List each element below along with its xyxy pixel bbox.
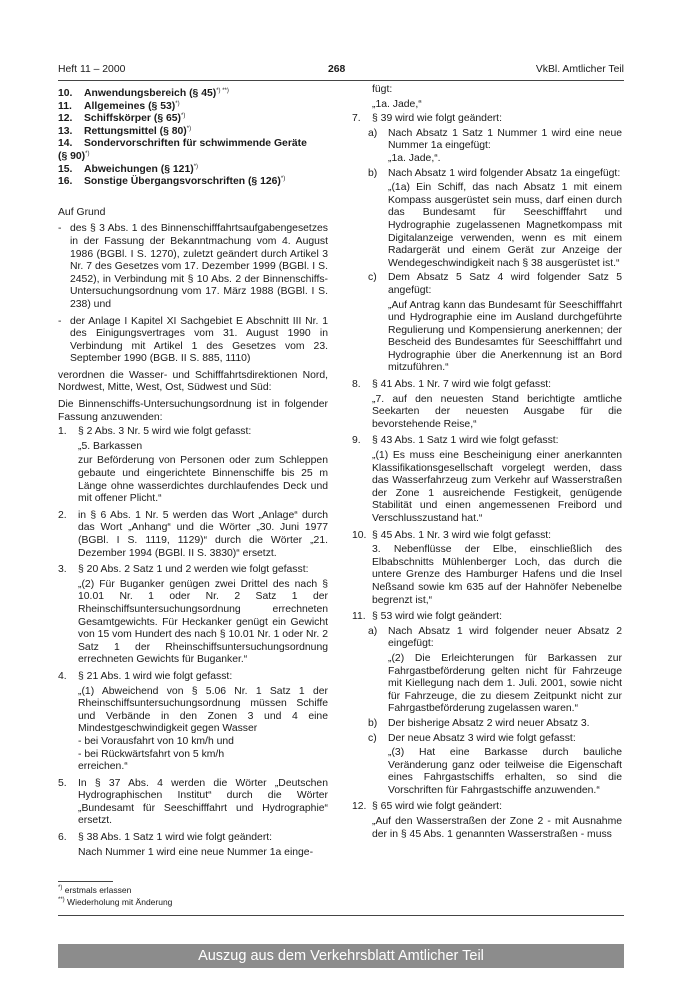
- quote-text: Nach Nummer 1 wird eine neue Nummer 1a einge-: [78, 846, 314, 858]
- quote-text: „7. auf den neuesten Stand berichtigte amtliche Seekarten der neuesten Ausgabe für die bevorstehende Reise,“: [372, 393, 622, 430]
- quote-text: „(2) Die Erleichterungen für Barkassen zur Fahrgastbeförderung gelten nicht für Fahrzeuge mit Kiellegung nach dem 1. Juli. 2001, sowie nicht für Fahrzeuge, die zu diesem Zeitpunkt nicht zur Fahrgastbeförderung zugelassen waren.“: [388, 652, 622, 715]
- quote-text: erreichen.“: [78, 761, 128, 773]
- quote-text: „(1) Abweichend von § 5.06 Nr. 1 Satz 1 der Rheinschiffsuntersuchungsordnung müssen Schiffe und Verbände in den Zonen 3 und 4 eine Mindestgeschwindigkeit gegen Wasser: [78, 685, 328, 735]
- publication-label: VkBl. Amtlicher Teil: [535, 64, 624, 75]
- legal-basis-item: - der Anlage I Kapitel XI Sachgebiet E Abschnitt III Nr. 1 des Einigungsvertrages vom 31. August 1990 in Verbindung mit Artikel 1 des Gesetzes vom 23. September 1990 (BGB. II S. 885, 1110): [58, 315, 328, 365]
- footer-banner: Auszug aus dem Verkehrsblatt Amtlicher Teil: [58, 944, 624, 968]
- right-column: [352, 84, 622, 841]
- header-rule: [58, 80, 624, 81]
- sub-item: c) Dem Absatz 5 Satz 4 wird folgender Satz 5 angefügt:: [368, 272, 622, 296]
- toc-item: 11. Allgemeines (§ 53)*): [58, 100, 180, 112]
- quote-text: „1a. Jade,“: [372, 98, 422, 110]
- amendment-item: 2. in § 6 Abs. 1 Nr. 5 werden das Wort „Anlage“ durch das Wort „Anhang“ und die Wörter „30. Juni 1977 (BGBl. I S. 1119, 1129)“ durch die Wörter „21. Dezember 1994 (BGBl. II S. 3830)“ ersetzt.: [58, 509, 328, 559]
- amendment-item: 8. § 41 Abs. 1 Nr. 7 wird wie folgt gefasst:: [352, 379, 552, 391]
- toc-item: 13. Rettungsmittel (§ 80)*): [58, 125, 192, 137]
- sub-item: a) Nach Absatz 1 Satz 1 Nummer 1 wird eine neue Nummer 1a eingefügt:: [368, 127, 622, 152]
- enacting-clause: verordnen die Wasser- und Schifffahrtsdirektionen Nord, Nordwest, Mitte, West, Ost, Südwest und Süd:: [58, 369, 328, 394]
- page-number: 268: [328, 64, 346, 75]
- sub-item: a) Nach Absatz 1 wird folgender neuer Absatz 2 eingefügt:: [368, 625, 622, 650]
- toc-item: 16. Sonstige Übergangsvorschriften (§ 126)*): [58, 176, 286, 188]
- quote-text: „(2) Für Buganker genügen zwei Drittel des nach § 10.01 Nr. 1 oder Nr. 2 Satz 1 der Rheinschiffsuntersuchungsordnung errechneten Gesamtgewichts. Für Heckanker genügt ein Gewicht von 15 vom Hundert des nach § 10.01 Nr. 1 oder Nr. 2 Satz 1 der Rheinschiffsuntersuchungsordnung errechneten Gewichts für Buganker.“: [78, 578, 328, 666]
- quote-text: „(1) Es muss eine Bescheinigung einer anerkannten Klassifikationsgesellschaft vorgelegt werden, dass das Wasserfahrzeug zum Verkehr auf Wasserstraßen der Zone 1 ausreichende Festigkeit, genügende Stabilität und einen angemessenen Freibord und Verschlusszustand hat.“: [372, 450, 622, 524]
- footnote: **) Wiederholung mit Änderung: [58, 897, 173, 907]
- preamble-heading: Auf Grund: [58, 206, 106, 218]
- footnote-rule: [58, 881, 113, 882]
- quote-text: „(1a) Ein Schiff, das nach Absatz 1 mit einem Kompass ausgerüstet sein muss, darf einen durch das Bundesamt für Seeschifffahrt und Hydrographie zugelassenen Magnetkompass mit Digitalanzeige verwenden, wenn es mit einem Radargerät und einem Gerät zur Anzeige der Wendegeschwindigkeit nach § 38 ausgerüstet ist.“: [388, 182, 622, 269]
- amendment-item: 9. § 43 Abs. 1 Satz 1 wird wie folgt gefasst:: [352, 435, 559, 447]
- amendment-item: 6. § 38 Abs. 1 Satz 1 wird wie folgt geändert:: [58, 832, 273, 844]
- amendment-item: 3. § 20 Abs. 2 Satz 1 und 2 werden wie folgt gefasst:: [58, 564, 309, 576]
- amendment-item: 7. § 39 wird wie folgt geändert:: [352, 113, 502, 125]
- sub-item: c) Der neue Absatz 3 wird wie folgt gefasst:: [368, 732, 576, 744]
- quote-text: „5. Barkassen: [78, 440, 143, 452]
- quote-text: „1a. Jade,“.: [388, 152, 441, 164]
- page-header: [58, 64, 624, 78]
- amendment-item: 12. § 65 wird wie folgt geändert:: [352, 801, 502, 813]
- toc-item: 10. Anwendungsbereich (§ 45)*) **): [58, 88, 229, 99]
- quote-text: 3. Nebenflüsse der Elbe, einschließlich des Elbabschnitts Mühlenberger Loch, das durch die untere Grenze des Hamburger Hafens und die Insel Neßsand sowie km 635 auf der Hahnöfer Nebenelbe begrenzt ist,“: [372, 544, 622, 606]
- toc-item-cont: (§ 90)*): [58, 150, 90, 162]
- intro-text: Die Binnenschiffs-Untersuchungsordnung ist in folgender Fassung anzuwenden:: [58, 399, 328, 423]
- footnote: *) erstmals erlassen: [58, 885, 132, 895]
- toc-item: 14. Sondervorschriften für schwimmende Geräte: [58, 138, 307, 150]
- amendment-item: 11. § 53 wird wie folgt geändert:: [352, 611, 502, 623]
- sub-item: b) Der bisherige Absatz 2 wird neuer Absatz 3.: [368, 717, 590, 729]
- quote-text: - bei Vorausfahrt von 10 km/h und: [78, 735, 234, 747]
- amendment-item: 10. § 45 Abs. 1 Nr. 3 wird wie folgt gefasst:: [352, 529, 552, 541]
- quote-text: zur Beförderung von Personen oder zum Schleppen gebaute und eingerichtete Binnenschiffe bis 25 m Länge ohne wasserdichtes durchlaufendes Deck und mit offener Plicht.“: [78, 455, 328, 505]
- sub-item: b) Nach Absatz 1 wird folgender Absatz 1a eingefügt:: [368, 167, 621, 179]
- amendment-item: 1. § 2 Abs. 3 Nr. 5 wird wie folgt gefasst:: [58, 426, 252, 438]
- issue-label: Heft 11 – 2000: [58, 64, 126, 75]
- toc-item: 15. Abweichungen (§ 121)*): [58, 163, 199, 175]
- amendment-item: 4. § 21 Abs. 1 wird wie folgt gefasst:: [58, 670, 233, 682]
- footer-rule: [58, 915, 624, 916]
- quote-text: - bei Rückwärtsfahrt von 5 km/h: [78, 748, 225, 760]
- amendment-item: 5. In § 37 Abs. 4 werden die Wörter „Deutschen Hydrographischen Institut“ durch die Wörter „Bundesamt für Seeschifffahrt und Hydrographie“ ersetzt.: [58, 777, 328, 827]
- quote-text: „Auf den Wasserstraßen der Zone 2 - mit Ausnahme der in § 45 Abs. 1 genannten Wasserstraßen - muss: [372, 816, 622, 840]
- legal-basis-item: - des § 3 Abs. 1 des Binnenschifffahrtsaufgabengesetzes in der Fassung der Bekanntmachung vom 4. August 1986 (BGBl. I S. 1270), zuletzt geändert durch Artikel 3 Nr. 7 des Gesetzes vom 17. Dezember 1999 (BGBl. I S. 2452), in Verbindung mit § 10 Abs. 2 der Binnenschiffs-Untersuchungsordnung vom 17. März 1988 (BGBl. I S. 238) und: [58, 223, 328, 310]
- continued-text: fügt:: [372, 84, 393, 95]
- quote-text: „(3) Hat eine Barkasse durch bauliche Veränderung ganz oder teilweise die Eigenschaft eines Fahrgastschiffs erhalten, so sind die Vorschriften für Fahrgastschiffe anzuwenden.“: [388, 747, 622, 796]
- quote-text: „Auf Antrag kann das Bundesamt für Seeschifffahrt und Hydrographie eine im Ausland durchgeführte Regulierung und Kompensierung anerkennen; der Bescheid des Bundesamtes für Seeschifffahrt und Hydrographie über die Anerkennung ist an Bord mitzuführen.“: [388, 299, 622, 374]
- left-column: [58, 88, 328, 859]
- toc-item: 12. Schiffskörper (§ 65)*): [58, 113, 186, 125]
